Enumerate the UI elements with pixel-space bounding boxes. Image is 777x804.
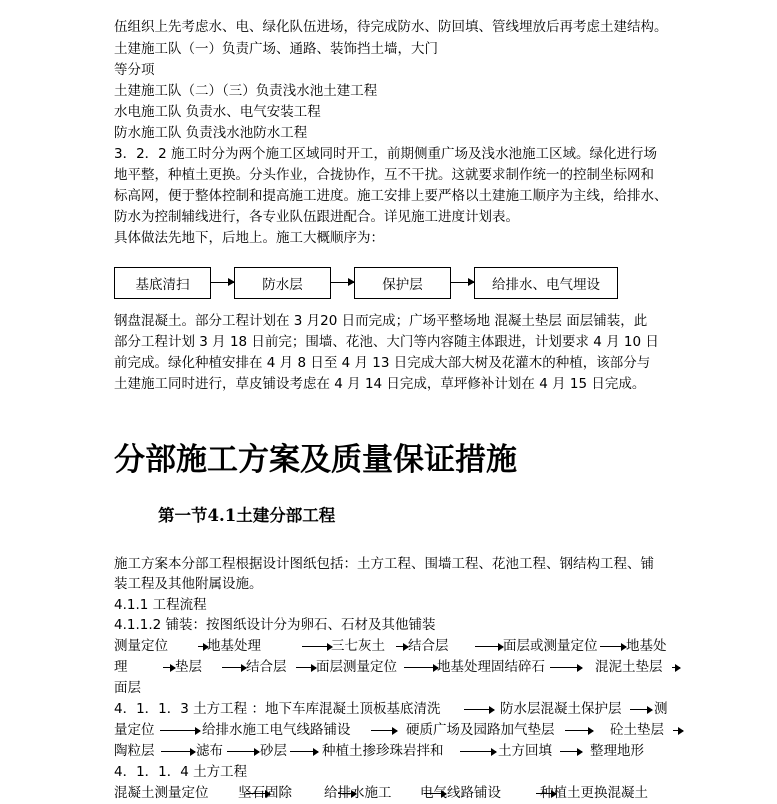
flow1-step: 垫层	[175, 659, 202, 675]
flow2-step: 硬质广场及园路加气垫层	[406, 722, 555, 738]
middle-line-3: 前完成。绿化种植安排在 4 月 8 日至 4 月 13 日完成大部大树及花灌木的种植，该部分与	[114, 355, 651, 371]
arrow-right-icon	[371, 730, 397, 731]
top-line-11: 具体做法先地下，后地上。施工大概顺序为：	[114, 230, 384, 246]
arrow-right-icon	[451, 282, 474, 283]
arrow-right-icon	[672, 667, 680, 668]
flow2-step: 种植土掺珍珠岩拌和	[322, 743, 444, 759]
top-line-7: 3．2．2 施工时分为两个施工区域同时开工，前期侧重广场及浅水池施工区域。绿化进行场	[114, 146, 658, 162]
arrow-right-icon	[222, 667, 246, 668]
middle-line-1: 钢盘混凝土。部分工程计划在 3 月20 日而完成；广场平整场地 混凝土垫层 面层铺装，此	[114, 313, 648, 329]
flow2-step: 给排水施工电气线路铺设	[202, 722, 351, 738]
top-line-1: 伍组织上先考虑水、电、绿化队伍进场，待完成防水、防回填、管线埋放后再考虑土建结构。	[114, 19, 668, 35]
arrow-right-icon	[630, 709, 652, 710]
middle-line-2: 部分工程计划 3 月 18 日前完；围墙、花池、大门等内容随主体跟进，计划要求 4 月 10 日	[114, 334, 659, 350]
flow1-step: 结合层	[246, 659, 287, 675]
top-line-9: 标高网，便于整体控制和提高施工进度。施工安排上要严格以土建施工顺序为主线，给排水、	[114, 188, 668, 204]
flow3-step: 给排水施工	[324, 785, 392, 801]
flow2-step: 砂层	[260, 743, 287, 759]
flow1-step: 测量定位	[114, 638, 168, 654]
flow3-step: 混凝土测量定位	[114, 785, 209, 801]
flow2-step: 滤布	[196, 743, 223, 759]
arrow-right-icon	[460, 751, 496, 752]
arrow-right-icon	[560, 751, 582, 752]
flow1-step: 面层	[114, 680, 141, 696]
flow2-step: 防水层混凝土保护层	[500, 701, 622, 717]
arrow-right-icon	[464, 709, 494, 710]
arrow-right-icon	[161, 751, 195, 752]
flow1-step: 地基处理	[207, 638, 261, 654]
top-line-6: 防水施工队 负责浅水池防水工程	[114, 125, 308, 141]
section-heading: 第一节4.1土建分部工程	[158, 506, 336, 525]
flow2-step: 砼土垫层	[610, 722, 664, 738]
arrow-right-icon	[331, 282, 354, 283]
flow1-step: 地基处	[626, 638, 667, 654]
flow2-step: 量定位	[114, 722, 155, 738]
flow1-step: 面层或测量定位	[503, 638, 598, 654]
flow1-step: 三七灰土	[331, 638, 385, 654]
chapter-heading: 分部施工方案及质量保证措施	[114, 442, 517, 478]
flow2-step: 陶粒层	[114, 743, 155, 759]
top-line-2: 土建施工队（一）负责广场、通路、装饰挡土墙，大门	[114, 41, 438, 57]
arrow-right-icon	[600, 646, 626, 647]
flow1-step: 结合层	[408, 638, 449, 654]
arrow-right-icon	[673, 730, 683, 731]
lower-line-4: 4.1.1.2 铺装：按图纸设计分为卵石、石材及其他铺装	[114, 617, 436, 633]
arrow-right-icon	[211, 282, 234, 283]
process-box-1: 基底清扫	[114, 267, 211, 299]
top-line-10: 防水为控制辅线进行，各专业队伍跟进配合。详见施工进度计划表。	[114, 209, 519, 225]
arrow-right-icon	[565, 730, 593, 731]
flow2-step: 土方回填	[498, 743, 552, 759]
flow3-step: 种植土更换混凝土	[540, 785, 648, 801]
flow2-step: 测	[654, 701, 668, 717]
arrow-right-icon	[160, 730, 200, 731]
arrow-right-icon	[396, 646, 408, 647]
lower-line-3: 4.1.1 工程流程	[114, 597, 207, 613]
flow3-step: 电气线路铺设	[420, 785, 501, 801]
top-line-8: 地平整，种植土更换。分头作业，合拢协作，互不干扰。这就要求制作统一的控制坐标网和	[114, 167, 654, 183]
process-box-4: 给排水、电气埋设	[474, 267, 618, 299]
process-box-2: 防水层	[234, 267, 331, 299]
section-4114-title: 4．1．1．4 土方工程	[114, 764, 248, 780]
flow1-step: 理	[114, 659, 128, 675]
top-line-4: 土建施工队（二）（三）负责浅水池土建工程	[114, 83, 378, 99]
arrow-right-icon	[296, 667, 316, 668]
lower-line-2: 装工程及其他附属设施。	[114, 576, 263, 592]
arrow-right-icon	[302, 646, 332, 647]
arrow-right-icon	[550, 667, 582, 668]
flow3-step: 坚石固除	[238, 785, 292, 801]
arrow-right-icon	[290, 751, 318, 752]
flow2-step: 4．1．1．3 土方工程 ：地下车库混凝土顶板基底清洗	[114, 701, 441, 717]
process-box-3: 保护层	[354, 267, 451, 299]
flow2-step: 整理地形	[590, 743, 644, 759]
flow1-step: 地基处理固结碎石	[437, 659, 545, 675]
top-line-3: 等分项	[114, 62, 155, 78]
middle-line-4: 土建施工同时进行，草皮铺设考虑在 4 月 14 日完成，草坪修补计划在 4 月 15 日完成。	[114, 376, 646, 392]
arrow-right-icon	[163, 667, 175, 668]
flow1-step: 面层测量定位	[316, 659, 397, 675]
flow1-step: 混泥土垫层	[595, 659, 663, 675]
lower-line-1: 施工方案本分部工程根据设计图纸包括：土方工程、围墙工程、花池工程、钢结构工程、铺	[114, 556, 654, 572]
arrow-right-icon	[227, 751, 259, 752]
arrow-right-icon	[475, 646, 503, 647]
top-line-5: 水电施工队 负责水、电气安装工程	[114, 104, 321, 120]
arrow-right-icon	[404, 667, 438, 668]
